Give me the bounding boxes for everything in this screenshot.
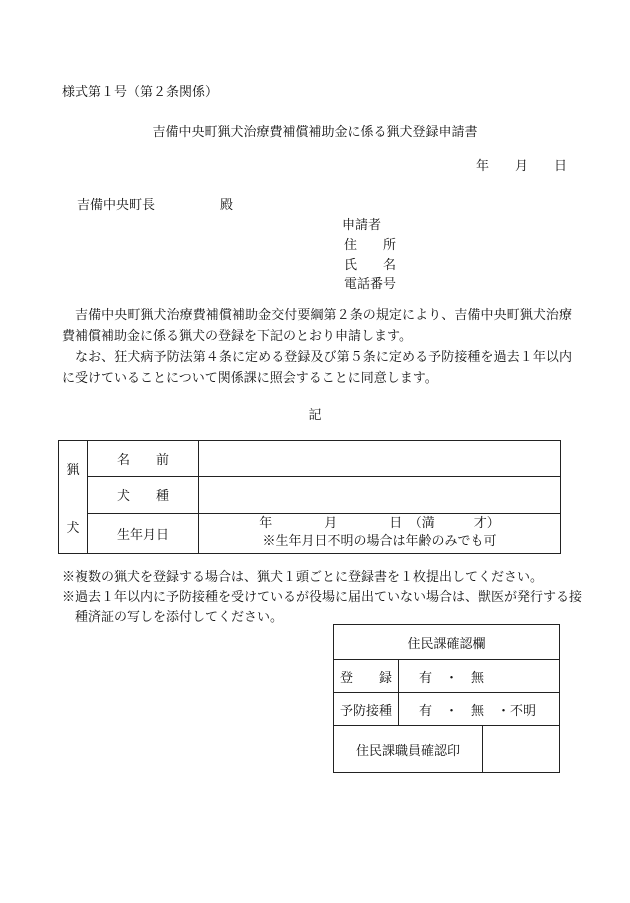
notes [62,568,582,628]
confirm-registration-label: 登 録 [334,660,399,693]
table-row [334,693,560,726]
dog-birthdate-note: ※生年月日不明の場合は年齢のみでも可 [262,534,497,550]
table-row [334,625,560,660]
dog-side-bottom: 犬 [66,521,80,536]
confirm-staff-label: 住民課職員確認印 [334,726,483,772]
application-body [62,305,572,389]
dog-table [58,440,561,554]
confirm-registration-value[interactable]: 有 ・ 無 [399,660,560,693]
applicant-name-label: 氏 名 [344,258,397,273]
applicant-heading: 申請者 [342,218,382,233]
table-row [334,726,560,773]
table-row [334,660,560,693]
body-paragraph-2: なお、狂犬病予防法第４条に定める登録及び第５条に定める予防接種を過去１年以内に受けていることについて関係課に照会することに同意します。 [62,350,572,386]
form-number: 様式第１号（第２条関係） [62,85,219,100]
dog-side-label [59,441,88,554]
table-row [59,441,561,477]
body-paragraph-1: 吉備中央町猟犬治療費補償補助金交付要綱第２条の規定により、吉備中央町猟犬治療費補償補助金に係る猟犬の登録を下記のとおり申請します。 [62,308,572,344]
confirm-vaccination-label: 予防接種 [334,693,399,726]
note-item-2: ※過去１年以内に予防接種を受けているが役場に届出ていない場合は、獣医が発行する接種済証の写しを添付してください。 [62,590,583,625]
note-item-1: ※複数の猟犬を登録する場合は、猟犬１頭ごとに登録書を１枚提出してください。 [62,570,544,585]
dog-birthdate-label: 生年月日 [88,513,199,553]
confirm-vaccination-value[interactable]: 有 ・ 無 ・不明 [399,693,560,726]
dog-name-field[interactable] [199,441,561,477]
dog-birthdate-field[interactable] [199,513,561,553]
addressee: 吉備中央町長 殿 [77,198,234,213]
dog-name-label: 名 前 [88,441,199,477]
table-row [59,513,561,553]
dog-birthdate-format: 年 月 日 （満 才） [259,516,500,532]
applicant-phone-label: 電話番号 [344,277,397,292]
document-title: 吉備中央町猟犬治療費補償補助金に係る猟犬登録申請書 [152,125,478,140]
dog-breed-field[interactable] [199,477,561,513]
confirm-staff-seal-box[interactable] [483,726,559,772]
confirm-table [333,624,560,773]
confirm-title: 住民課確認欄 [334,625,560,660]
applicant-address-label: 住 所 [344,238,397,253]
dog-side-top: 猟 [66,463,80,478]
dog-breed-label: 犬 種 [88,477,199,513]
confirm-staff-row [334,726,560,773]
ki-heading: 記 [308,408,322,423]
date-line: 年 月 日 [476,159,568,174]
table-row [59,477,561,513]
